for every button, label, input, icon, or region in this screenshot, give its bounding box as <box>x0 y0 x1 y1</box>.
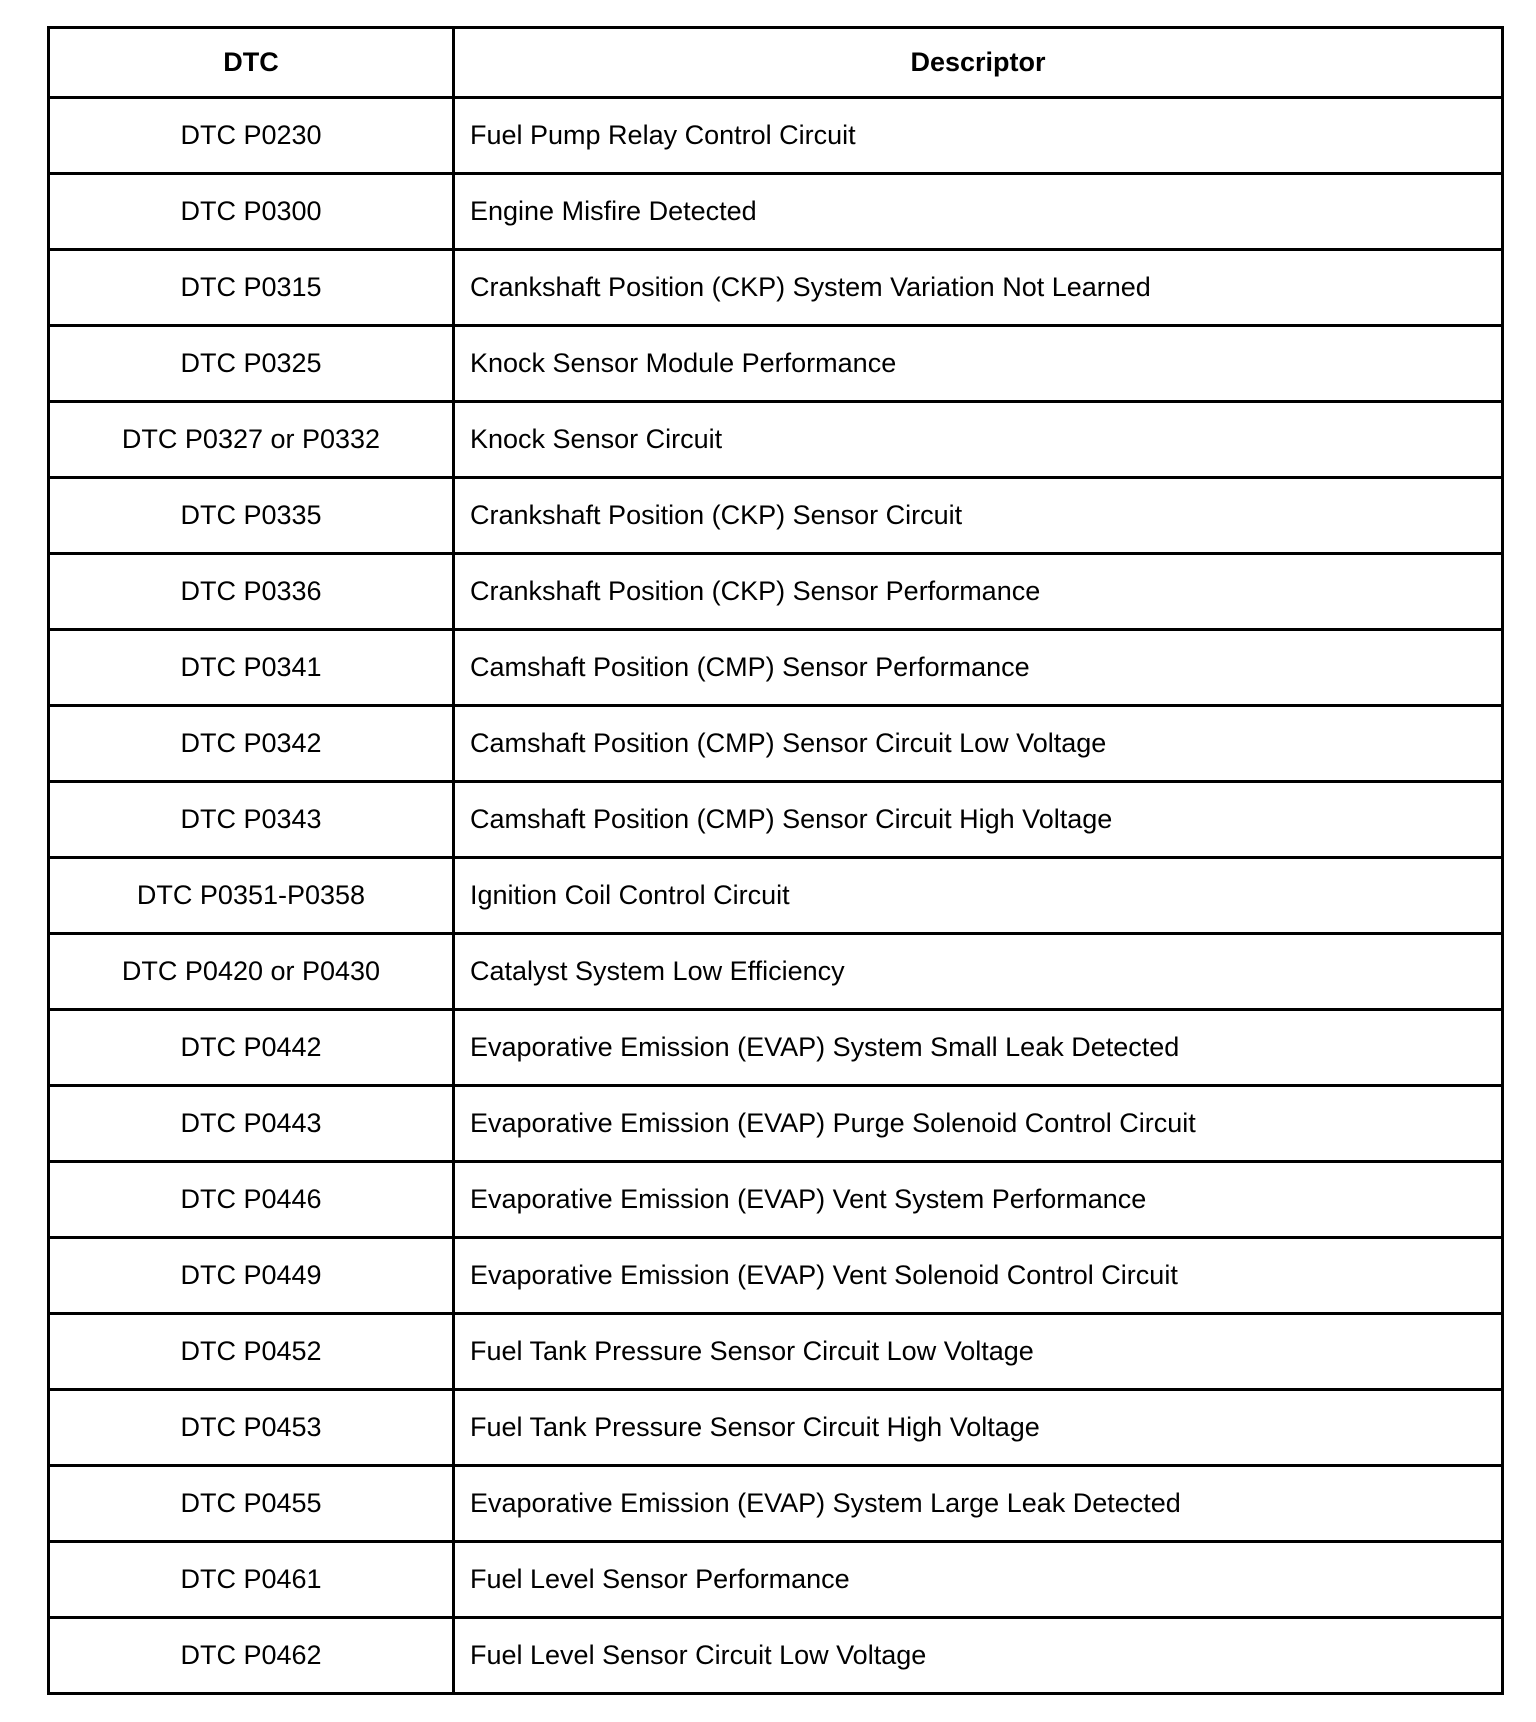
dtc-descriptor-cell: Knock Sensor Module Performance <box>454 326 1503 402</box>
dtc-code-cell: DTC P0449 <box>49 1238 454 1314</box>
dtc-descriptor-cell: Fuel Level Sensor Circuit Low Voltage <box>454 1618 1503 1694</box>
table-row <box>49 782 1503 858</box>
table-row <box>49 1466 1503 1542</box>
dtc-descriptor-cell: Camshaft Position (CMP) Sensor Performance <box>454 630 1503 706</box>
dtc-descriptor-cell: Fuel Level Sensor Performance <box>454 1542 1503 1618</box>
header-row <box>49 28 1503 98</box>
dtc-descriptor-cell: Crankshaft Position (CKP) System Variation Not Learned <box>454 250 1503 326</box>
dtc-code-cell: DTC P0455 <box>49 1466 454 1542</box>
dtc-code-cell: DTC P0420 or P0430 <box>49 934 454 1010</box>
dtc-descriptor-cell: Evaporative Emission (EVAP) Purge Solenoid Control Circuit <box>454 1086 1503 1162</box>
table-row <box>49 554 1503 630</box>
dtc-descriptor-cell: Fuel Tank Pressure Sensor Circuit Low Voltage <box>454 1314 1503 1390</box>
dtc-code-cell: DTC P0336 <box>49 554 454 630</box>
dtc-code-cell: DTC P0230 <box>49 98 454 174</box>
dtc-descriptor-cell: Catalyst System Low Efficiency <box>454 934 1503 1010</box>
dtc-code-cell: DTC P0453 <box>49 1390 454 1466</box>
table-row <box>49 1390 1503 1466</box>
dtc-descriptor-cell: Crankshaft Position (CKP) Sensor Performance <box>454 554 1503 630</box>
column-header-dtc: DTC <box>49 28 454 98</box>
dtc-code-cell: DTC P0443 <box>49 1086 454 1162</box>
table-row <box>49 1314 1503 1390</box>
table-row <box>49 1086 1503 1162</box>
dtc-descriptor-cell: Evaporative Emission (EVAP) System Large Leak Detected <box>454 1466 1503 1542</box>
dtc-descriptor-cell: Evaporative Emission (EVAP) System Small Leak Detected <box>454 1010 1503 1086</box>
dtc-code-cell: DTC P0446 <box>49 1162 454 1238</box>
dtc-code-cell: DTC P0442 <box>49 1010 454 1086</box>
table-row <box>49 98 1503 174</box>
dtc-code-cell: DTC P0343 <box>49 782 454 858</box>
table-row <box>49 1162 1503 1238</box>
dtc-code-cell: DTC P0462 <box>49 1618 454 1694</box>
table-row <box>49 326 1503 402</box>
table-row <box>49 858 1503 934</box>
dtc-descriptor-cell: Evaporative Emission (EVAP) Vent Solenoid Control Circuit <box>454 1238 1503 1314</box>
dtc-code-cell: DTC P0341 <box>49 630 454 706</box>
table-row <box>49 630 1503 706</box>
table-header <box>49 28 1503 98</box>
dtc-code-cell: DTC P0325 <box>49 326 454 402</box>
table-row <box>49 1618 1503 1694</box>
table-row <box>49 706 1503 782</box>
table-body <box>49 98 1503 1694</box>
dtc-descriptor-cell: Engine Misfire Detected <box>454 174 1503 250</box>
table-row <box>49 1238 1503 1314</box>
dtc-descriptor-cell: Crankshaft Position (CKP) Sensor Circuit <box>454 478 1503 554</box>
dtc-descriptor-cell: Camshaft Position (CMP) Sensor Circuit Low Voltage <box>454 706 1503 782</box>
table-row <box>49 478 1503 554</box>
dtc-descriptor-cell: Knock Sensor Circuit <box>454 402 1503 478</box>
table-row <box>49 250 1503 326</box>
dtc-code-cell: DTC P0315 <box>49 250 454 326</box>
dtc-table <box>47 26 1504 1695</box>
table-row <box>49 174 1503 250</box>
dtc-descriptor-cell: Evaporative Emission (EVAP) Vent System Performance <box>454 1162 1503 1238</box>
dtc-code-cell: DTC P0300 <box>49 174 454 250</box>
dtc-code-cell: DTC P0351-P0358 <box>49 858 454 934</box>
dtc-code-cell: DTC P0452 <box>49 1314 454 1390</box>
column-header-descriptor: Descriptor <box>454 28 1503 98</box>
dtc-code-cell: DTC P0342 <box>49 706 454 782</box>
dtc-descriptor-cell: Fuel Tank Pressure Sensor Circuit High Voltage <box>454 1390 1503 1466</box>
table-row <box>49 934 1503 1010</box>
dtc-descriptor-cell: Camshaft Position (CMP) Sensor Circuit High Voltage <box>454 782 1503 858</box>
dtc-code-cell: DTC P0327 or P0332 <box>49 402 454 478</box>
dtc-code-cell: DTC P0335 <box>49 478 454 554</box>
table-row <box>49 1542 1503 1618</box>
dtc-descriptor-cell: Ignition Coil Control Circuit <box>454 858 1503 934</box>
table-row <box>49 1010 1503 1086</box>
dtc-code-cell: DTC P0461 <box>49 1542 454 1618</box>
table-row <box>49 402 1503 478</box>
dtc-descriptor-cell: Fuel Pump Relay Control Circuit <box>454 98 1503 174</box>
